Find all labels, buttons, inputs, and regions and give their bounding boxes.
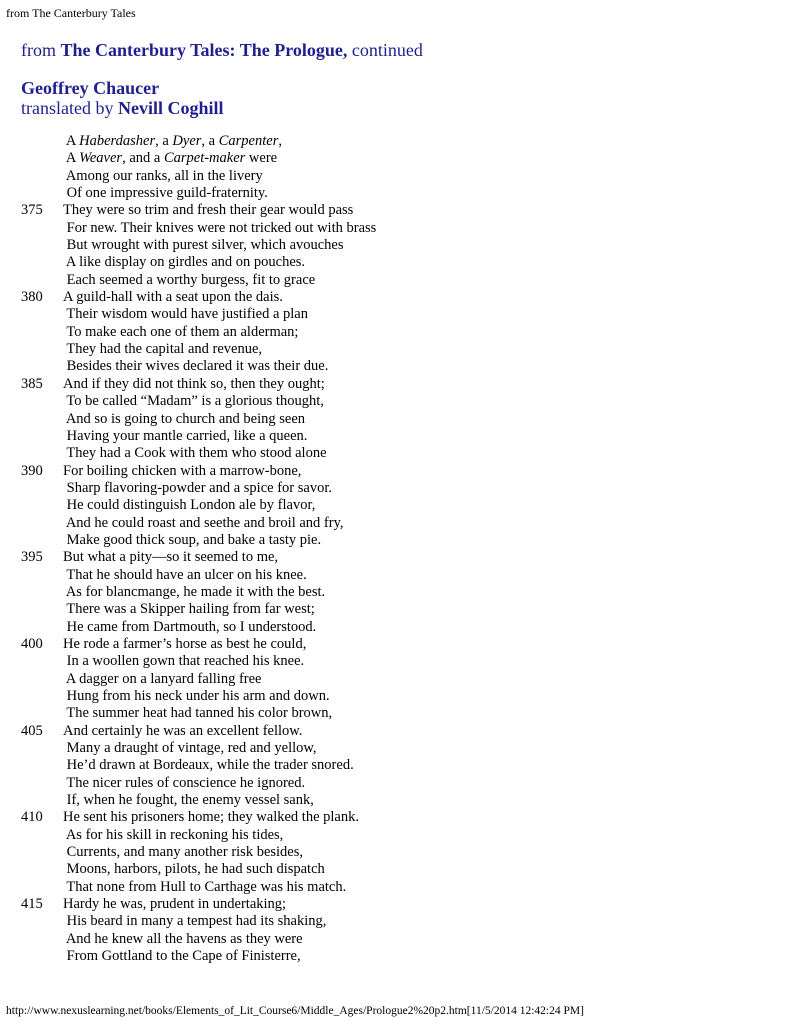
line-text (63, 254, 305, 271)
line-segment: The nicer rules of conscience he ignored. (63, 774, 306, 791)
line-segment: Having your mantle carried, like a queen. (63, 427, 308, 444)
line-segment: That he should have an ulcer on his knee. (63, 566, 307, 583)
italic-term: Weaver (79, 150, 123, 167)
line-text (63, 185, 268, 202)
author-block (21, 78, 224, 118)
line-number (21, 445, 63, 462)
line-text (63, 671, 262, 688)
line-number: 395 (21, 549, 43, 566)
line-number (21, 532, 63, 549)
line-text (63, 896, 286, 913)
line-segment: Each seemed a worthy burgess, fit to grace (63, 271, 316, 288)
page-heading (21, 40, 423, 61)
line-segment: That none from Hull to Carthage was his match. (63, 878, 347, 895)
italic-term: Carpet-maker (163, 150, 246, 167)
line-segment: Hung from his neck under his arm and down. (63, 688, 330, 704)
line-text (63, 636, 306, 653)
line-segment: The summer heat had tanned his color brown, (63, 705, 333, 722)
line-segment: They were so trim and fresh their gear would pass (63, 202, 354, 219)
line-number (21, 775, 63, 792)
line-segment: Among our ranks, all in the livery (63, 167, 263, 184)
poem-line (21, 289, 376, 306)
line-text (63, 202, 353, 219)
line-segment: Make good thick soup, and bake a tasty pie. (63, 531, 322, 548)
line-number (21, 827, 63, 844)
line-segment: Hardy he was, prudent in undertaking; (63, 896, 287, 913)
line-segment: , a (155, 133, 173, 149)
poem-line (21, 254, 376, 271)
line-text (63, 879, 346, 896)
line-number: 390 (21, 462, 43, 479)
line-text (63, 237, 344, 254)
poem-line (21, 567, 376, 584)
line-text (63, 376, 325, 393)
line-segment: And if they did not think so, then they ought; (63, 375, 325, 392)
line-text (63, 567, 307, 584)
poem-line (21, 168, 376, 185)
line-text (63, 827, 283, 844)
poem-line (21, 913, 376, 930)
line-number (21, 220, 63, 237)
line-text (63, 931, 303, 948)
poem-line (21, 948, 376, 965)
line-text (63, 393, 324, 410)
heading-prefix: from (21, 40, 61, 60)
line-number (21, 740, 63, 757)
line-segment: And he could roast and seethe and broil and fry, (63, 514, 344, 531)
line-segment: were (245, 150, 278, 167)
poem-line (21, 636, 376, 653)
line-text (63, 705, 332, 722)
line-number (21, 861, 63, 878)
poem-line (21, 601, 376, 618)
line-segment: And he knew all the havens as they were (63, 930, 303, 947)
line-number (21, 428, 63, 445)
heading-suffix: continued (347, 40, 423, 60)
poem-line (21, 202, 376, 219)
poem-line (21, 619, 376, 636)
line-number (21, 515, 63, 532)
poem-line (21, 185, 376, 202)
poem-line (21, 549, 376, 566)
line-number (21, 480, 63, 497)
line-segment: For boiling chicken with a marrow-bone, (63, 462, 302, 479)
poem-line (21, 653, 376, 670)
poem-line (21, 671, 376, 688)
line-segment: From Gottland to the Cape of Finisterre, (63, 948, 301, 965)
poem-line (21, 272, 376, 289)
line-segment: He sent his prisoners home; they walked the plank. (63, 809, 359, 826)
line-segment: Sharp flavoring-powder and a spice for savor. (63, 479, 332, 496)
line-number (21, 671, 63, 688)
poem-line (21, 723, 376, 740)
line-segment: A (63, 150, 80, 167)
line-segment: He’d drawn at Bordeaux, while the trader snored. (63, 757, 354, 774)
line-number: 385 (21, 375, 43, 392)
line-segment: Many a draught of vintage, red and yellow, (63, 740, 317, 757)
line-text (63, 809, 359, 826)
italic-term: Carpenter (218, 133, 279, 149)
line-text (63, 584, 325, 601)
line-segment: Moons, harbors, pilots, he had such dispatch (63, 861, 325, 878)
poem-line (21, 861, 376, 878)
line-text (63, 723, 302, 740)
line-segment: And certainly he was an excellent fellow. (63, 722, 303, 739)
poem-line (21, 809, 376, 826)
poem-line (21, 324, 376, 341)
line-number (21, 411, 63, 428)
line-text (63, 913, 326, 930)
line-number (21, 237, 63, 254)
line-segment: To be called “Madam” is a glorious thought, (63, 393, 324, 410)
line-text (63, 775, 305, 792)
line-segment: If, when he fought, the enemy vessel sank, (63, 792, 314, 809)
line-text (63, 411, 305, 428)
line-number (21, 324, 63, 341)
line-number (21, 567, 63, 584)
line-number (21, 792, 63, 809)
line-segment: There was a Skipper hailing from far west; (63, 601, 315, 618)
line-number (21, 688, 63, 705)
line-segment: , and a (122, 150, 164, 167)
line-text (63, 358, 328, 375)
poem-line (21, 376, 376, 393)
line-text (63, 272, 315, 289)
line-number (21, 341, 63, 358)
line-number (21, 358, 63, 375)
poem-line (21, 393, 376, 410)
line-number: 405 (21, 722, 43, 739)
line-segment: But what a pity—so it seemed to me, (63, 549, 279, 566)
line-number (21, 168, 63, 185)
poem-line (21, 688, 376, 705)
line-text (63, 792, 314, 809)
line-number: 415 (21, 896, 43, 913)
line-segment: And so is going to church and being seen (63, 410, 306, 427)
line-text (63, 445, 327, 462)
line-text (63, 757, 354, 774)
heading-title: The Canterbury Tales: The Prologue, (60, 40, 348, 60)
line-text (63, 324, 298, 341)
line-number (21, 254, 63, 271)
line-segment: His beard in many a tempest had its shaking, (63, 913, 327, 930)
line-number (21, 705, 63, 722)
poem-line (21, 584, 376, 601)
line-segment: As for blancmange, he made it with the best. (63, 583, 326, 600)
line-number (21, 185, 63, 202)
line-number (21, 306, 63, 323)
poem-line (21, 411, 376, 428)
line-number (21, 272, 63, 289)
poem-line (21, 358, 376, 375)
line-number: 400 (21, 635, 43, 652)
line-number (21, 653, 63, 670)
line-text (63, 549, 278, 566)
italic-term: Dyer (172, 133, 202, 149)
line-number (21, 497, 63, 514)
poem-line (21, 237, 376, 254)
poem-line (21, 827, 376, 844)
line-number (21, 393, 63, 410)
line-number: 375 (21, 202, 43, 219)
line-segment: For new. Their knives were not tricked out with brass (63, 219, 377, 236)
translated-prefix: translated by (21, 98, 118, 118)
italic-term: Haberdasher (79, 133, 156, 149)
line-text (63, 861, 325, 878)
line-segment: They had the capital and revenue, (63, 341, 263, 358)
line-number: 410 (21, 809, 43, 826)
poem-line (21, 341, 376, 358)
line-text (63, 653, 304, 670)
line-number (21, 601, 63, 618)
poem-line (21, 775, 376, 792)
poem-line (21, 705, 376, 722)
line-text (63, 532, 321, 549)
poem-line (21, 445, 376, 462)
line-text (63, 619, 316, 636)
line-text (63, 463, 301, 480)
poem-line (21, 844, 376, 861)
poem-line (21, 463, 376, 480)
line-text (63, 306, 308, 323)
line-segment: A dagger on a lanyard falling free (63, 670, 262, 687)
line-segment: As for his skill in reckoning his tides, (63, 826, 284, 843)
poem-line (21, 150, 376, 167)
poem-line (21, 757, 376, 774)
line-segment: A guild-hall with a seat upon the dais. (63, 289, 283, 306)
line-text (63, 289, 283, 306)
poem-line (21, 879, 376, 896)
poem-line (21, 480, 376, 497)
line-text (63, 150, 277, 167)
line-segment: , (278, 133, 282, 149)
line-number (21, 757, 63, 774)
poem-line (21, 428, 376, 445)
line-segment: He could distinguish London ale by flavor, (63, 497, 316, 514)
line-text (63, 515, 344, 532)
page-header-title: from The Canterbury Tales (6, 6, 136, 20)
line-number (21, 150, 63, 167)
line-text (63, 480, 332, 497)
line-segment: A (63, 133, 80, 149)
poem-line (21, 306, 376, 323)
poem-line (21, 220, 376, 237)
line-segment: He rode a farmer’s horse as best he could, (63, 635, 307, 652)
line-text (63, 948, 301, 965)
line-text (63, 601, 315, 618)
poem-line (21, 133, 376, 150)
line-number (21, 931, 63, 948)
line-segment: They had a Cook with them who stood alone (63, 445, 327, 462)
line-number (21, 948, 63, 965)
line-text (63, 168, 263, 185)
line-text (63, 740, 317, 757)
line-number (21, 913, 63, 930)
line-number (21, 879, 63, 896)
line-text (63, 688, 330, 705)
line-segment: To make each one of them an alderman; (63, 323, 299, 340)
line-text (63, 220, 376, 237)
line-text (63, 844, 303, 861)
poem-line (21, 515, 376, 532)
translator-name: Nevill Coghill (117, 98, 224, 118)
line-text (63, 428, 307, 445)
line-segment: But wrought with purest silver, which avouches (63, 237, 344, 254)
poem-line (21, 740, 376, 757)
line-segment: A like display on girdles and on pouches. (63, 254, 306, 271)
poem-line (21, 532, 376, 549)
line-number (21, 584, 63, 601)
line-segment: Their wisdom would have justified a plan (63, 306, 308, 323)
line-segment: Currents, and many another risk besides, (63, 844, 304, 861)
poem-line (21, 792, 376, 809)
line-segment: He came from Dartmouth, so I understood. (63, 618, 317, 635)
line-number (21, 619, 63, 636)
poem-text (21, 133, 376, 966)
poem-line (21, 896, 376, 913)
line-segment: , a (201, 133, 219, 149)
footer-url: http://www.nexuslearning.net/books/Elements_of_Lit_Course6/Middle_Ages/Prologue2%20p2.htm[11/5/2014 12:42:24 PM] (6, 1005, 584, 1017)
line-segment: Besides their wives declared it was their due. (63, 358, 329, 375)
line-text (63, 133, 282, 150)
poem-line (21, 497, 376, 514)
line-segment: In a woollen gown that reached his knee. (63, 653, 305, 670)
line-number: 380 (21, 289, 43, 306)
poem-line (21, 931, 376, 948)
line-text (63, 497, 315, 514)
line-segment: Of one impressive guild-fraternity. (63, 185, 268, 202)
line-number (21, 133, 63, 150)
author-name: Geoffrey Chaucer (21, 78, 160, 98)
line-text (63, 341, 262, 358)
line-number (21, 844, 63, 861)
